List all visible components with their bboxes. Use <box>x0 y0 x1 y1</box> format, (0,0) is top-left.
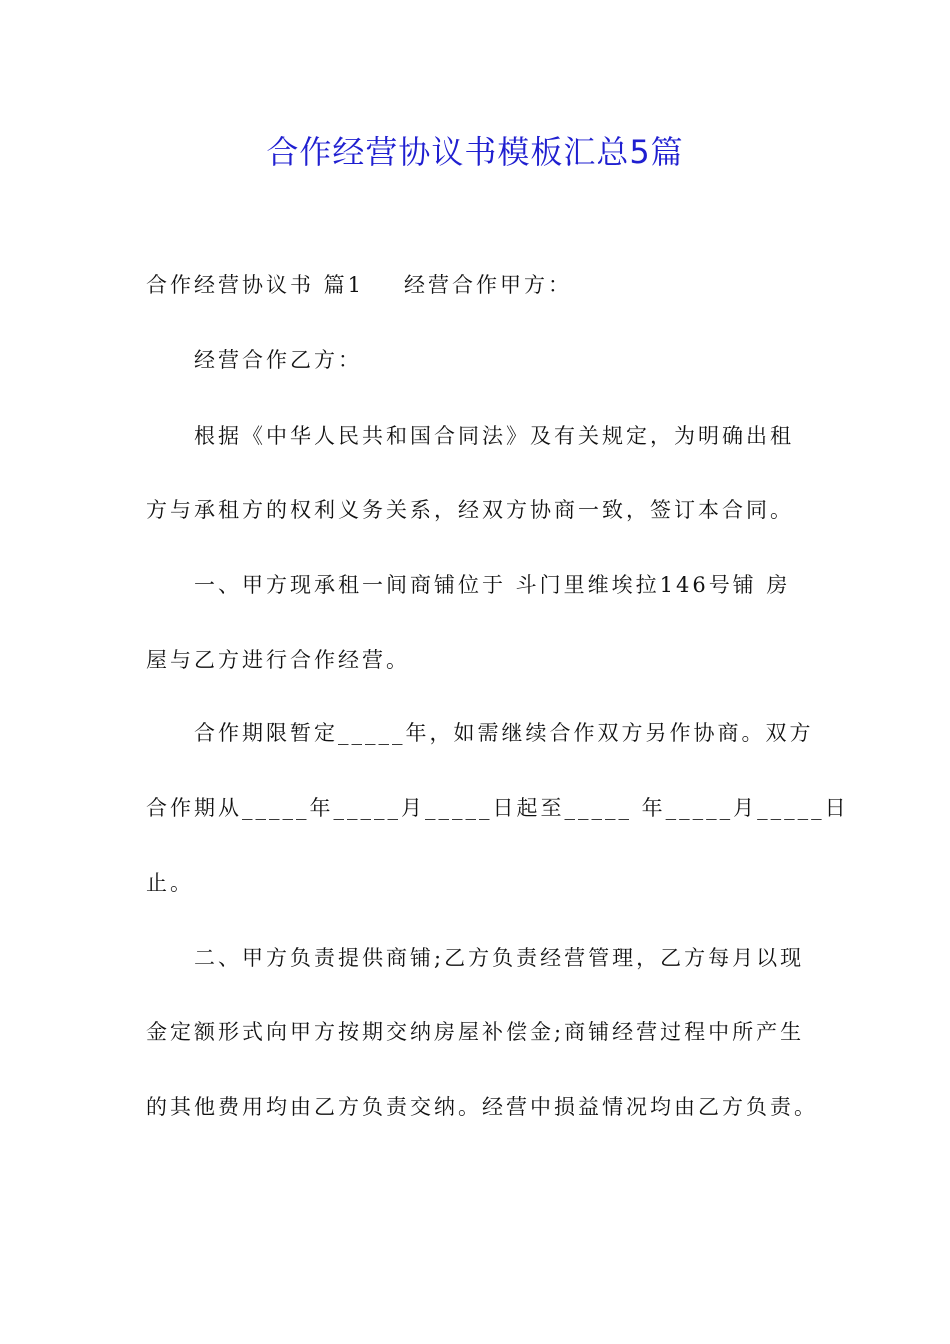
party-a-label: 经营合作甲方： <box>404 273 573 297</box>
paragraph-line-1 <box>146 270 572 300</box>
paragraph-line-8: 合作期从_____年_____月_____日起至_____ 年_____月_____日 <box>146 796 849 820</box>
paragraph-line-2: 经营合作乙方： <box>194 348 362 372</box>
paragraph-line-4: 方与承租方的权利义务关系，经双方协商一致，签订本合同。 <box>146 498 794 522</box>
paragraph-line-10: 二、甲方负责提供商铺;乙方负责经营管理，乙方每月以现 <box>194 946 805 970</box>
paragraph-line-6: 屋与乙方进行合作经营。 <box>146 648 410 672</box>
document-title: 合作经营协议书模板汇总5篇 <box>266 133 684 171</box>
paragraph-line-12: 的其他费用均由乙方负责交纳。经营中损益情况均由乙方负责。 <box>146 1095 818 1119</box>
paragraph-line-3: 根据《中华人民共和国合同法》及有关规定，为明确出租 <box>194 424 794 448</box>
paragraph-line-7: 合作期限暂定_____年，如需继续合作双方另作协商。双方 <box>194 721 814 745</box>
section-heading: 合作经营协议书 篇1 <box>146 273 365 297</box>
paragraph-line-5: 一、甲方现承租一间商铺位于 斗门里维埃拉146号铺 房 <box>194 573 791 597</box>
paragraph-line-11: 金定额形式向甲方按期交纳房屋补偿金;商铺经营过程中所产生 <box>146 1020 805 1044</box>
paragraph-line-9: 止。 <box>146 871 194 895</box>
